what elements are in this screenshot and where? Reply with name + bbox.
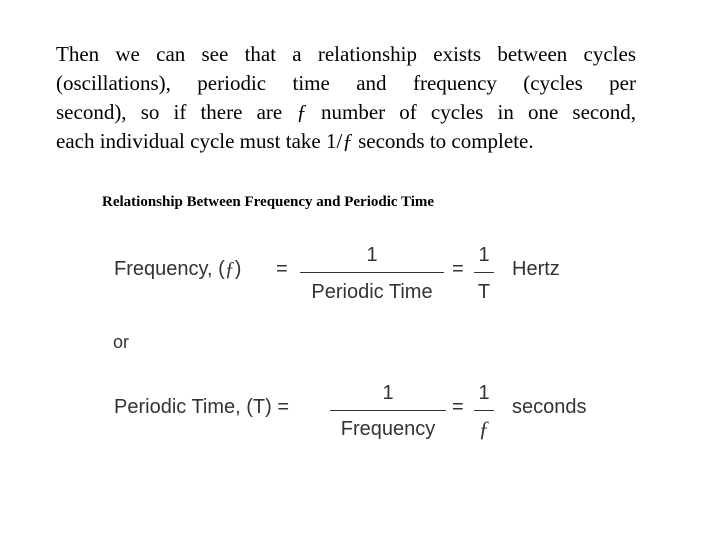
paragraph-text: seconds to complete. [352, 129, 534, 153]
unit-label: Hertz [512, 258, 560, 280]
paragraph-line: Then we can see that a relationship exists between cycles [56, 42, 636, 66]
frequency-symbol: ƒ [296, 100, 307, 124]
equals-sign: = [276, 258, 288, 280]
fraction-denominator: Frequency [340, 418, 436, 440]
intro-paragraph [56, 40, 636, 156]
equation-text: ) [234, 258, 242, 280]
fraction-numerator: 1 [382, 382, 394, 404]
paragraph-line [56, 98, 636, 127]
fraction-numerator: 1 [478, 244, 490, 266]
unit-label: seconds [512, 396, 587, 418]
paragraph-line: (oscillations), periodic time and frequency (cycles per [56, 71, 636, 95]
equals-sign: = [452, 258, 464, 280]
periodic-time-equation-lhs: Periodic Time, (T) = [114, 396, 290, 418]
frequency-equation-lhs [114, 258, 241, 281]
fraction-denominator: Periodic Time [311, 281, 433, 303]
fraction-denominator: T [477, 281, 491, 303]
fraction-bar [330, 410, 446, 411]
fraction-bar [300, 272, 444, 273]
frequency-symbol: ƒ [342, 129, 353, 153]
paragraph-text: second), so if there are [56, 100, 297, 124]
paragraph-line [56, 127, 636, 156]
equals-sign: = [452, 396, 464, 418]
frequency-symbol: ƒ [224, 258, 235, 280]
paragraph-text: each individual cycle must take 1/ [56, 129, 343, 153]
fraction-numerator: 1 [478, 382, 490, 404]
section-heading: Relationship Between Frequency and Periodic Time [102, 194, 435, 210]
fraction-numerator: 1 [366, 244, 378, 266]
fraction-bar [474, 410, 494, 411]
equation-text: Frequency, ( [114, 258, 225, 280]
connector-text: or [113, 332, 130, 352]
fraction-bar [474, 272, 494, 273]
paragraph-text: number of cycles in one second, [306, 100, 636, 124]
frequency-symbol: ƒ [478, 416, 490, 441]
